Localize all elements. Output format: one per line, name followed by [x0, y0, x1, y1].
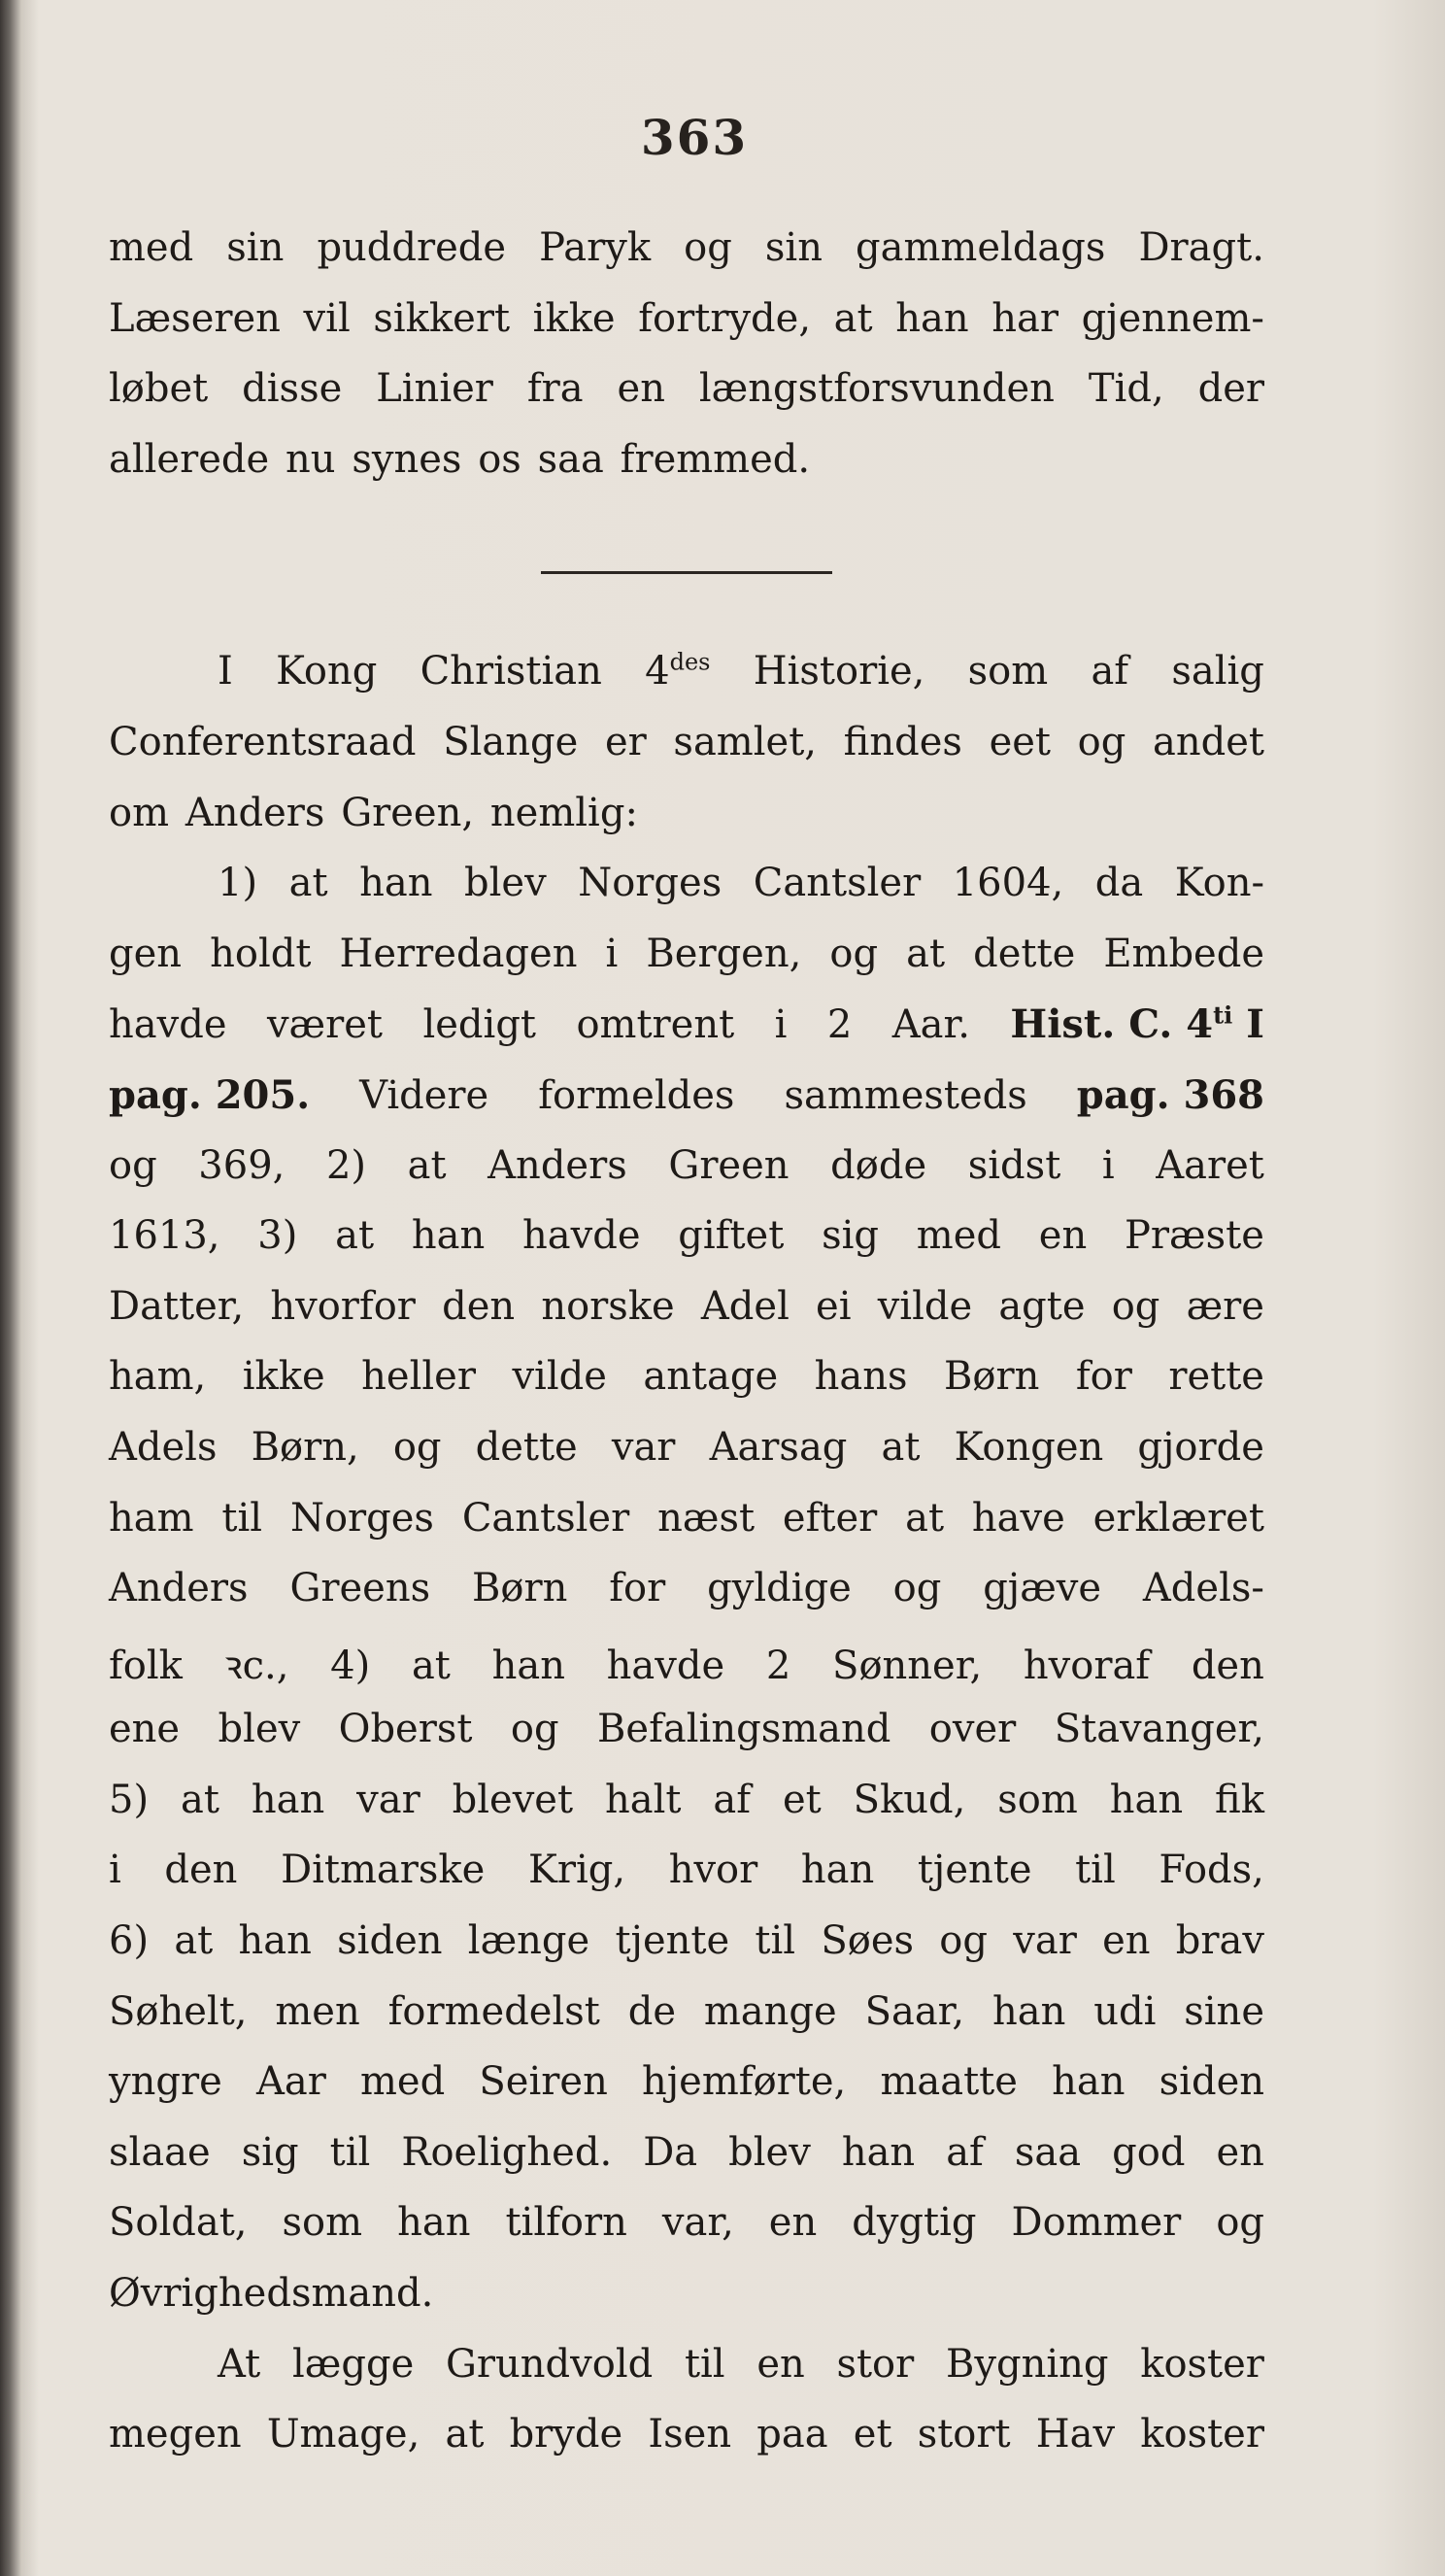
word: løbet — [109, 366, 209, 412]
word: Børn, — [251, 1424, 359, 1470]
word: han — [359, 861, 433, 906]
word: Cantsler — [753, 861, 922, 906]
word: fik — [1215, 1777, 1264, 1822]
word: samlet, — [673, 719, 817, 764]
word: til — [221, 1495, 263, 1541]
word: som — [967, 649, 1049, 695]
text-line — [109, 1847, 1264, 1918]
text-line — [109, 1072, 1264, 1143]
word: og — [109, 1142, 157, 1188]
word: tjente — [917, 1847, 1032, 1893]
word: at — [445, 2412, 485, 2457]
word: med — [360, 2059, 446, 2105]
text-line — [109, 932, 1264, 1002]
word: siden — [337, 1918, 443, 1964]
word: ikke — [532, 295, 616, 341]
word: 369, — [198, 1142, 286, 1188]
text-line — [109, 1284, 1264, 1355]
word: sig — [241, 2129, 299, 2175]
text-line — [109, 1213, 1264, 1284]
word: at — [180, 1777, 219, 1822]
word: blevet — [452, 1777, 574, 1822]
word: 2 — [826, 1002, 853, 1048]
word: rette — [1168, 1354, 1264, 1400]
word: Øvrighedsmand. — [109, 2271, 434, 2317]
word: var — [1013, 1918, 1077, 1964]
word: i — [109, 1847, 121, 1893]
word: en — [617, 366, 665, 412]
text-line — [109, 720, 1264, 791]
word: en — [1102, 1918, 1151, 1964]
word: han — [251, 1777, 325, 1822]
body-text — [109, 225, 1264, 2483]
word: 5) — [109, 1777, 150, 1822]
word: var, — [661, 2200, 734, 2246]
page-number: 363 — [640, 109, 749, 166]
word: Anders — [487, 1142, 627, 1188]
word: pag. 368 — [1076, 1071, 1264, 1118]
word: længstforsvunden — [698, 366, 1055, 412]
word: allerede — [109, 436, 270, 482]
word: for — [609, 1566, 666, 1611]
word: vilde — [877, 1283, 973, 1329]
word: en — [768, 2200, 818, 2246]
word: sine — [1184, 1988, 1264, 2034]
word: maatte — [880, 2059, 1018, 2105]
word: at — [335, 1213, 375, 1259]
word: $4^{des}$ — [645, 649, 711, 695]
word: findes — [843, 719, 962, 764]
word: norske — [541, 1283, 675, 1329]
word: Dragt. — [1138, 225, 1264, 270]
word: han — [991, 1988, 1066, 2034]
word: dette — [973, 931, 1076, 976]
word: Bergen, — [646, 931, 802, 976]
text-line — [109, 1354, 1264, 1425]
word: for — [1075, 1354, 1132, 1400]
word: og — [684, 225, 732, 270]
word: Umage, — [266, 2412, 420, 2457]
word: at — [288, 861, 328, 906]
word: er — [604, 719, 647, 764]
word: Soldat, — [109, 2200, 248, 2246]
word: havde — [606, 1643, 725, 1688]
word: Fods, — [1159, 1847, 1264, 1893]
word: Stavanger, — [1054, 1707, 1264, 1752]
word: heller — [361, 1354, 476, 1400]
word: at — [411, 1643, 451, 1688]
word: Kongen — [954, 1424, 1104, 1470]
word: Tid, — [1088, 366, 1164, 412]
word: og — [829, 931, 879, 976]
word: andet — [1153, 719, 1264, 764]
word: været — [266, 1002, 383, 1048]
word: Kong — [276, 649, 378, 695]
word: sammesteds — [784, 1072, 1027, 1118]
word: agte — [998, 1283, 1086, 1329]
word: at — [881, 1424, 921, 1470]
word: hjemførte, — [642, 2059, 847, 2105]
word: 2) — [325, 1142, 367, 1188]
word: Aar — [255, 2059, 326, 2105]
text-line — [109, 861, 1264, 932]
word: Hav — [1035, 2412, 1116, 2457]
word: var — [356, 1777, 420, 1822]
text-line — [109, 791, 1264, 862]
word: dygtig — [852, 2200, 977, 2246]
word: gen — [109, 931, 183, 976]
word: Videre — [359, 1072, 489, 1118]
word: Roelighed. — [401, 2129, 613, 2175]
word: har — [991, 295, 1059, 341]
word: koster — [1140, 2341, 1264, 2387]
word: i — [774, 1002, 788, 1048]
word: ære — [1186, 1283, 1264, 1329]
word: af — [1091, 649, 1129, 695]
word: Børn — [472, 1566, 568, 1611]
word: af — [946, 2129, 984, 2175]
word: næst — [657, 1495, 756, 1541]
divider-rule — [541, 571, 832, 574]
word: 6) — [109, 1918, 150, 1964]
word: havde — [109, 1002, 227, 1048]
word: Adel — [700, 1283, 790, 1329]
word: Søes — [821, 1918, 915, 1964]
word: 2 — [765, 1643, 791, 1688]
word: og — [1077, 719, 1126, 764]
text-line — [109, 1707, 1264, 1778]
word: Kon- — [1174, 861, 1264, 906]
text-line — [109, 2059, 1264, 2130]
word: Embede — [1103, 931, 1264, 976]
word: i — [605, 931, 619, 976]
word: gjorde — [1137, 1424, 1264, 1470]
word: folk — [109, 1643, 183, 1688]
word: nu — [285, 436, 336, 482]
text-line — [109, 437, 1264, 508]
word: og — [892, 1566, 942, 1611]
word: hvor — [668, 1847, 758, 1893]
word: sin — [764, 225, 823, 270]
word: den — [1191, 1643, 1264, 1688]
word: sikkert — [373, 295, 511, 341]
text-line — [109, 2130, 1264, 2201]
word: en — [756, 2341, 805, 2387]
word: den — [442, 1283, 516, 1329]
word: Green, — [341, 790, 475, 835]
word: han — [1109, 1777, 1184, 1822]
word: en — [1038, 1213, 1088, 1259]
word: stor — [836, 2341, 915, 2387]
word: 1604, — [952, 861, 1064, 906]
word: at — [906, 931, 946, 976]
text-line — [109, 1918, 1264, 1989]
word: med — [916, 1213, 1002, 1259]
word: de — [627, 1988, 677, 2034]
word: puddrede — [317, 225, 507, 270]
word: fremmed. — [620, 436, 811, 482]
text-line — [109, 2271, 1264, 2342]
word: han — [895, 295, 969, 341]
word: erklæret — [1092, 1495, 1264, 1541]
word: og — [1216, 2200, 1264, 2246]
word: længe — [467, 1918, 590, 1964]
word: pag. 205. — [109, 1071, 311, 1118]
text-line — [109, 1778, 1264, 1848]
word: der — [1197, 366, 1264, 412]
word: 1613, — [109, 1213, 220, 1259]
word: hans — [814, 1354, 908, 1400]
word: vilde — [512, 1354, 607, 1400]
word: som — [282, 2200, 363, 2246]
word: Aarsag — [709, 1424, 848, 1470]
word: ham, — [109, 1354, 207, 1400]
section-divider — [109, 507, 1264, 649]
word: ikke — [242, 1354, 325, 1400]
word: gjennem- — [1081, 295, 1264, 341]
word: Anders — [109, 1566, 249, 1611]
word: sig — [822, 1213, 880, 1259]
word: at — [833, 295, 873, 341]
word: Bygning — [945, 2341, 1109, 2387]
word: Krig, — [527, 1847, 626, 1893]
word: slaae — [109, 2129, 211, 2175]
word: holdt — [210, 931, 312, 976]
word: Grundvold — [445, 2341, 654, 2387]
word: Slange — [443, 719, 579, 764]
word: Isen — [648, 2412, 732, 2457]
word: ene — [109, 1707, 181, 1752]
word: Linier — [376, 366, 493, 412]
word: han — [238, 1918, 312, 1964]
word: ei — [816, 1283, 852, 1329]
word: eet — [989, 719, 1051, 764]
word: mange — [703, 1988, 837, 2034]
word: udi — [1093, 1988, 1157, 2034]
word: til — [1075, 1847, 1116, 1893]
word: paa — [756, 2412, 828, 2457]
word: Herredagen — [339, 931, 578, 976]
word: han — [1052, 2059, 1126, 2105]
word: til — [755, 1918, 796, 1964]
word: hvoraf — [1023, 1643, 1151, 1688]
text-line — [109, 1496, 1264, 1567]
word: Skud, — [853, 1777, 966, 1822]
word: bryde — [509, 2412, 623, 2457]
word: formeldes — [538, 1072, 735, 1118]
word: da — [1094, 861, 1144, 906]
text-line — [109, 225, 1264, 296]
word: Historie, — [753, 649, 925, 695]
word: ledigt — [422, 1002, 536, 1048]
word: gjæve — [983, 1566, 1102, 1611]
word: Norges — [289, 1495, 434, 1541]
word: giftet — [678, 1213, 785, 1259]
word: I — [218, 649, 233, 695]
word: antage — [643, 1354, 779, 1400]
word: et — [853, 2412, 892, 2457]
word: omtrent — [576, 1002, 735, 1048]
text-line — [109, 2342, 1264, 2413]
word: Paryk — [539, 225, 652, 270]
word: Læseren — [109, 295, 281, 341]
word: Greens — [289, 1566, 431, 1611]
word: Ditmarske — [281, 1847, 486, 1893]
word: gyldige — [707, 1566, 852, 1611]
word: var — [611, 1424, 676, 1470]
word: han — [397, 2200, 471, 2246]
word: døde — [830, 1142, 927, 1188]
text-line — [109, 1637, 1264, 1708]
word: men — [275, 1988, 360, 2034]
word: saa — [1014, 2129, 1082, 2175]
word: 4) — [330, 1643, 371, 1688]
word: dette — [475, 1424, 578, 1470]
word: saa — [537, 436, 604, 482]
word: han — [411, 1213, 486, 1259]
word: Dommer — [1011, 2200, 1182, 2246]
word: sidst — [967, 1142, 1061, 1188]
word: lægge — [291, 2341, 415, 2387]
word: og — [510, 1707, 559, 1752]
word: fra — [526, 366, 584, 412]
word: en — [1216, 2129, 1264, 2175]
word: Anders — [185, 790, 325, 835]
word: ham — [109, 1495, 194, 1541]
word: den — [164, 1847, 238, 1893]
word: Datter, — [109, 1283, 245, 1329]
word: Præste — [1125, 1213, 1264, 1259]
word: Sønner, — [832, 1643, 983, 1688]
word: have — [971, 1495, 1065, 1541]
text-line — [109, 1989, 1264, 2060]
word: formedelst — [387, 1988, 600, 2034]
word: Norges — [578, 861, 722, 906]
text-line — [109, 649, 1264, 720]
word: efter — [782, 1495, 878, 1541]
word: nemlig: — [489, 790, 638, 835]
word: megen — [109, 2412, 242, 2457]
word: tilforn — [505, 2200, 627, 2246]
word: Adels- — [1142, 1566, 1264, 1611]
word: Conferentsraad — [109, 719, 417, 764]
word: koster — [1140, 2412, 1264, 2457]
word: blev — [218, 1707, 301, 1752]
text-line — [109, 1425, 1264, 1496]
word: over — [928, 1707, 1017, 1752]
text-line — [109, 1001, 1264, 1072]
word: i — [1101, 1142, 1115, 1188]
text-line — [109, 2200, 1264, 2271]
word: tjente — [615, 1918, 730, 1964]
word: synes — [352, 436, 462, 482]
word: yngre — [109, 2059, 222, 2105]
word: god — [1112, 2129, 1186, 2175]
word: af — [713, 1777, 752, 1822]
word: ꝛc., — [223, 1643, 289, 1688]
word: Cantsler — [461, 1495, 630, 1541]
word: til — [329, 2129, 371, 2175]
word: som — [997, 1777, 1078, 1822]
word: Aar. — [891, 1002, 970, 1048]
word: han — [800, 1847, 875, 1893]
word: salig — [1171, 649, 1264, 695]
word: Saar, — [864, 1988, 965, 2034]
word: Green — [668, 1142, 790, 1188]
text-line — [109, 296, 1264, 367]
word: At — [218, 2341, 261, 2387]
word: Befalingsmand — [597, 1707, 891, 1752]
text-line — [109, 1566, 1264, 1637]
word: Adels — [109, 1424, 218, 1470]
word: til — [684, 2341, 725, 2387]
word: brav — [1175, 1918, 1264, 1964]
text-line — [109, 2412, 1264, 2483]
word: med — [109, 225, 194, 270]
word: om — [109, 790, 170, 835]
word: og — [392, 1424, 442, 1470]
word: havde — [522, 1213, 641, 1259]
word: og — [939, 1918, 988, 1964]
word: han — [491, 1643, 565, 1688]
word: gammeldags — [856, 225, 1106, 270]
word: Aaret — [1156, 1142, 1264, 1188]
word: 1) — [218, 861, 258, 906]
word: Børn — [944, 1354, 1040, 1400]
word: og — [1111, 1283, 1160, 1329]
word: blev — [728, 2129, 811, 2175]
word: stort — [917, 2412, 1011, 2457]
word: sin — [226, 225, 285, 270]
word: han — [841, 2129, 916, 2175]
word: at — [174, 1918, 214, 1964]
word: Søhelt, — [109, 1988, 248, 2034]
word: blev — [464, 861, 547, 906]
word: Hist. C. $4^{ti}$ I — [1010, 1001, 1264, 1048]
word: at — [905, 1495, 945, 1541]
word: hvorfor — [270, 1283, 416, 1329]
word: halt — [604, 1777, 682, 1822]
word: Christian — [420, 649, 602, 695]
word: vil — [303, 295, 351, 341]
word: siden — [1159, 2059, 1264, 2105]
word: 3) — [257, 1213, 298, 1259]
word: at — [407, 1142, 447, 1188]
word: fortryde, — [638, 295, 812, 341]
word: disse — [242, 366, 343, 412]
word: Seiren — [479, 2059, 608, 2105]
text-line — [109, 366, 1264, 437]
word: Da — [643, 2129, 698, 2175]
word: Oberst — [338, 1707, 473, 1752]
text-line — [109, 1143, 1264, 1214]
word: os — [478, 436, 521, 482]
word: et — [782, 1777, 822, 1822]
